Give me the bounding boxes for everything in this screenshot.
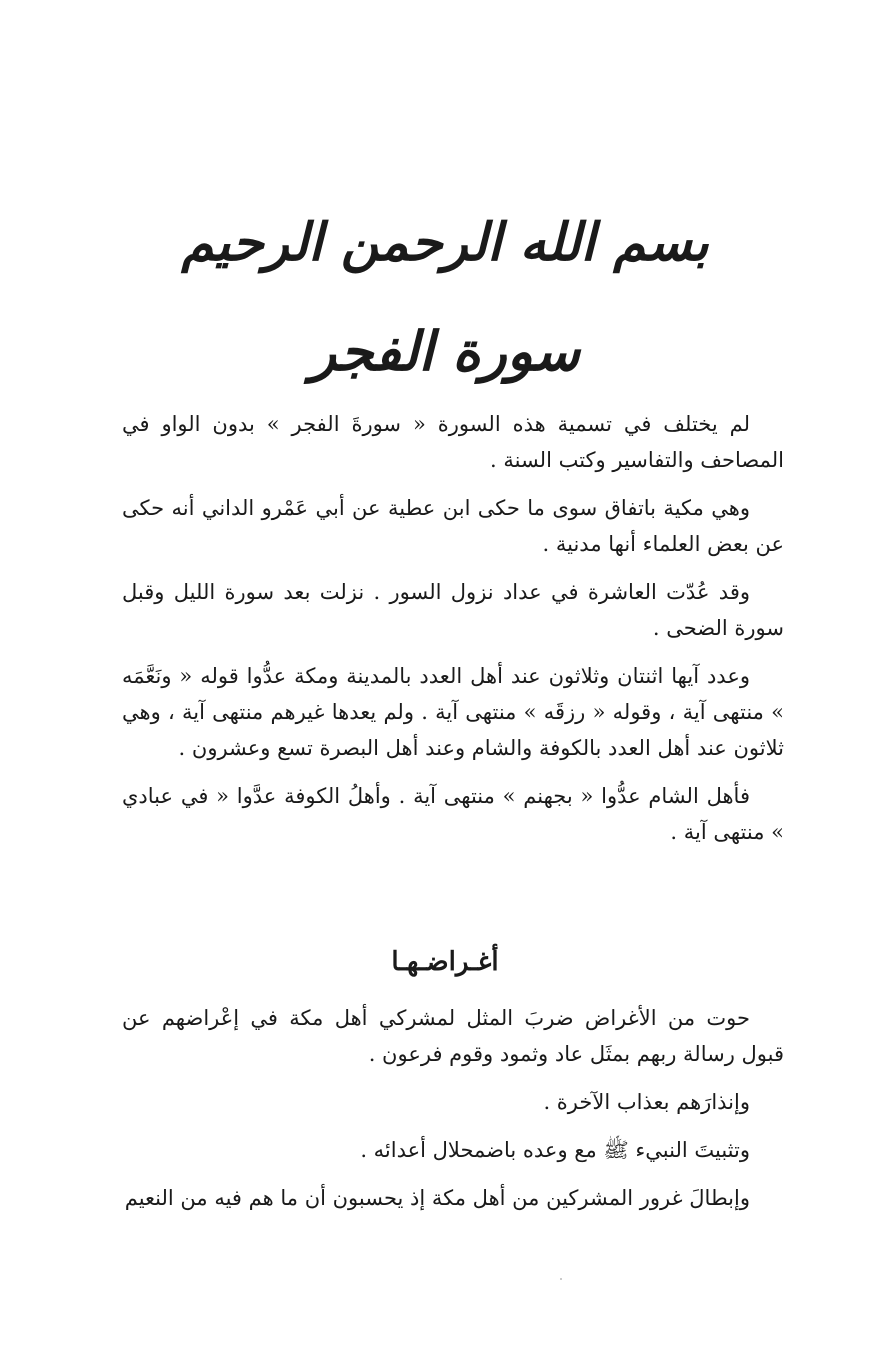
paragraph-warning: وإنذارَهم بعذاب الآخرة . bbox=[543, 1090, 750, 1114]
aghrad-section bbox=[122, 1000, 784, 1216]
paragraph-verse-count: وعدد آيها اثنتان وثلاثون عند أهل العدد بالمدينة ومكة عدُّوا قوله « ونَعَّمَه » منتهى آية ، وقوله « رزقَه » منتهى آية . ولم يعدها غيرهم منتهى آية ، وهي ثلاثون عند أهل العدد بالكوفة والشام وعند أهل البصرة تسع وعشرون . bbox=[122, 664, 784, 760]
section-heading-aghrad: أغـراضـهـا bbox=[391, 947, 499, 977]
paragraph-aghrad-intro: حوت من الأغراض ضربَ المثل لمشركي أهل مكة في إعْراضهم عن قبول رسالة ربهم بمثَل عاد وثمود وقوم فرعون . bbox=[122, 1006, 784, 1066]
paragraph-naming: لم يختلف في تسمية هذه السورة « سورةَ الفجر » بدون الواو في المصاحف والتفاسير وكتب السنة . bbox=[122, 412, 784, 472]
paragraph-makki: وهي مكية باتفاق سوى ما حكى ابن عطية عن أبي عَمْرو الداني أنه حكى عن بعض العلماء أنها مدنية . bbox=[122, 496, 784, 556]
basmala-calligraphy: بسم الله الرحمن الرحيم bbox=[181, 212, 709, 273]
paragraph-pride: وإبطالَ غرور المشركين من أهل مكة إذ يحسبون أن ما هم فيه من النعيم bbox=[124, 1186, 750, 1210]
paragraph-revelation-order: وقد عُدّت العاشرة في عداد نزول السور . نزلت بعد سورة الليل وقبل سورة الضحى . bbox=[122, 580, 784, 640]
paragraph-prophet: وتثبيتَ النبيء ﷺ مع وعده باضمحلال أعدائه . bbox=[360, 1138, 750, 1162]
paragraph-verse-count-sham: فأهل الشام عدُّوا « بجهنم » منتهى آية . وأهلُ الكوفة عدَّوا « في عبادي » منتهى آية . bbox=[122, 784, 784, 844]
scan-speck bbox=[560, 1278, 562, 1280]
surah-title: سورة الفجر bbox=[310, 319, 580, 383]
intro-section bbox=[122, 406, 784, 850]
